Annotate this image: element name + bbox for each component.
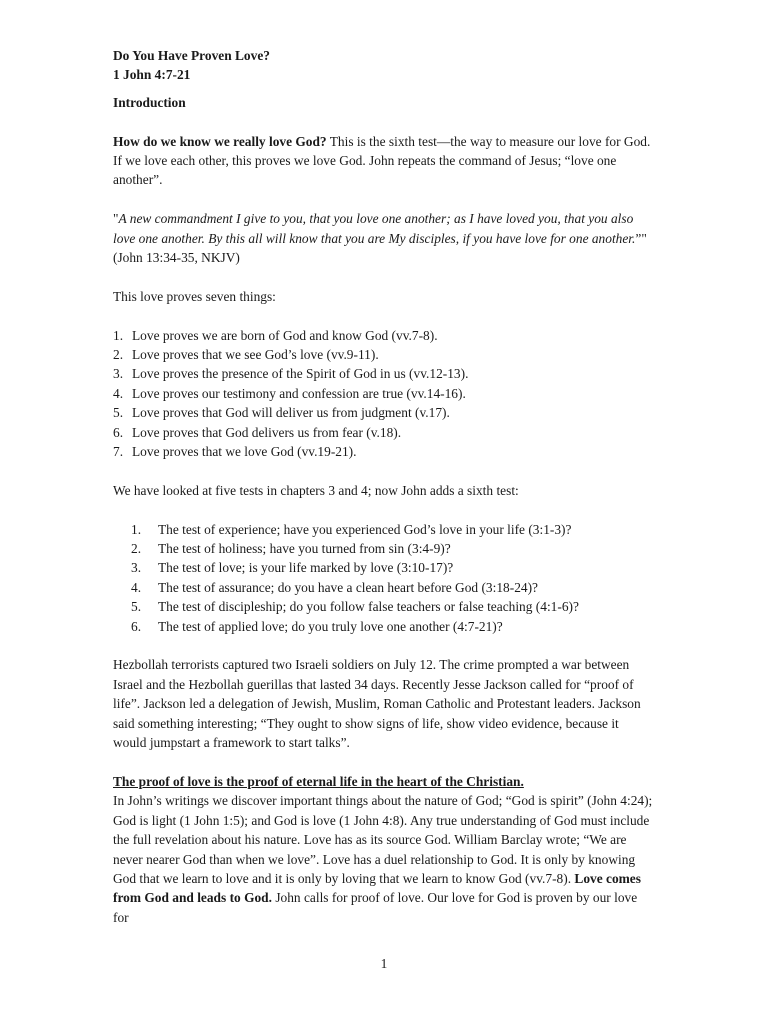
quote-open: "	[113, 211, 119, 227]
scripture-quote	[113, 209, 653, 267]
list-number: 6.	[113, 424, 124, 440]
tests-list	[113, 520, 653, 636]
list-number: 4.	[113, 385, 124, 401]
page-number: 1	[380, 956, 388, 971]
seven-things-intro: This love proves seven things:	[113, 288, 276, 304]
list-item	[113, 423, 653, 442]
quote-citation: (John 13:34-35, NKJV)	[113, 250, 240, 266]
list-text: Love proves that God delivers us from fear (v.18).	[132, 424, 402, 440]
list-number: 1.	[131, 521, 142, 537]
list-number: 4.	[131, 579, 142, 595]
intro-lead: How do we know we really love God?	[113, 133, 327, 149]
section-heading: Introduction	[113, 94, 186, 110]
proof-paragraph	[113, 791, 653, 927]
hezbollah-paragraph: Hezbollah terrorists captured two Israeli soldiers on July 12. The crime prompted a war between Israel and the Hezbollah guerillas that lasted 34 days. Recently Jesse Jackson called for “proof of life”. Jackson led a delegation of Jewish, Muslim, Roman Catholic and Protestant leaders. Jackson said something interesting; “They ought to show signs of life, show video evidence, because it would jumpstart a framework to start talks”.	[113, 657, 641, 751]
list-item	[131, 558, 653, 577]
list-item	[113, 403, 653, 422]
list-item	[113, 326, 653, 345]
list-number: 5.	[113, 405, 124, 421]
list-text: Love proves that we love God (vv.19-21).	[132, 444, 357, 460]
document-page	[113, 46, 653, 927]
seven-things-list	[113, 326, 653, 462]
list-item	[131, 597, 653, 616]
list-text: The test of experience; have you experienced God’s love in your life (3:1-3)?	[158, 521, 572, 537]
list-text: Love proves that we see God’s love (vv.9-11).	[132, 347, 379, 363]
list-text: Love proves our testimony and confession are true (vv.14-16).	[132, 385, 466, 401]
proof-body: In John’s writings we discover important things about the nature of God; “God is spirit” (John 4:24); God is light (1 John 1:5); and God is love (1 John 4:8). Any true understanding of God must include the full revelation about his nature. Love has as its source God. William Barclay wrote; “We are never nearer God than when we love”. Love has a duel relationship to God. It is only by knowing God that we learn to love and it is only by loving that we learn to know God (vv.7-8).	[113, 793, 653, 886]
list-item	[113, 364, 653, 383]
list-number: 2.	[131, 541, 142, 557]
list-item	[131, 578, 653, 597]
scripture-reference: 1 John 4:7-21	[113, 67, 191, 83]
list-text: Love proves we are born of God and know God (vv.7-8).	[132, 327, 438, 343]
quote-close: ”"	[635, 230, 647, 246]
intro-rest: This is the sixth test—the way to measure our love for God. If we love each other, this proves we love God. John repeats the command of Jesus; “love one another”.	[113, 133, 651, 188]
list-text: Love proves that God will deliver us from judgment (v.17).	[132, 405, 450, 421]
list-number: 2.	[113, 347, 124, 363]
proof-bold: Love comes from God and leads to God.	[113, 870, 641, 906]
list-text: The test of holiness; have you turned from sin (3:4-9)?	[158, 541, 451, 557]
list-item	[131, 617, 653, 636]
document-title: Do You Have Proven Love?	[113, 48, 270, 63]
list-item	[113, 384, 653, 403]
proof-heading: The proof of love is the proof of eternal life in the heart of the Christian.	[113, 773, 524, 789]
tests-intro: We have looked at five tests in chapters 3 and 4; now John adds a sixth test:	[113, 482, 519, 498]
list-text: The test of assurance; do you have a clean heart before God (3:18-24)?	[158, 579, 538, 595]
list-number: 7.	[113, 444, 124, 460]
list-number: 5.	[131, 599, 142, 615]
list-item	[131, 539, 653, 558]
list-item	[113, 345, 653, 364]
list-number: 6.	[131, 618, 142, 634]
quote-text: A new commandment I give to you, that you love one another; as I have loved you, that you also love one another. By this all will know that you are My disciples, if you have love for one another.	[113, 211, 636, 246]
list-text: The test of discipleship; do you follow false teachers or false teaching (4:1-6)?	[158, 599, 579, 615]
proof-tail: John calls for proof of love. Our love for God is proven by our love for	[113, 890, 638, 925]
list-text: The test of applied love; do you truly love one another (4:7-21)?	[158, 618, 503, 634]
list-text: Love proves the presence of the Spirit of God in us (vv.12-13).	[132, 366, 469, 382]
list-number: 3.	[113, 366, 124, 382]
list-item	[131, 520, 653, 539]
list-text: The test of love; is your life marked by love (3:10-17)?	[158, 560, 454, 576]
intro-paragraph	[113, 132, 653, 190]
list-item	[113, 442, 653, 461]
list-number: 1.	[113, 327, 124, 343]
list-number: 3.	[131, 560, 142, 576]
